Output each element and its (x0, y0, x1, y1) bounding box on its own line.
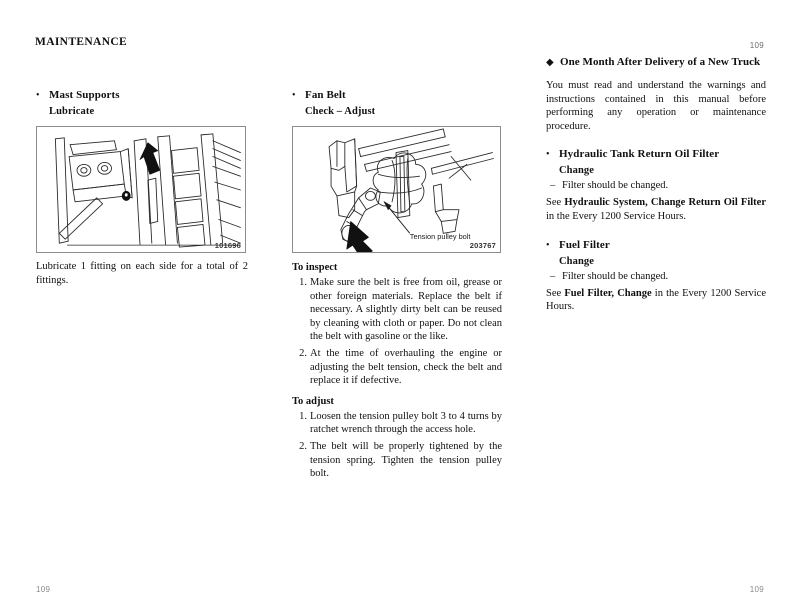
lubrication-point-arrow (140, 143, 160, 174)
mast-supports-illustration (37, 127, 245, 252)
see-prefix: See (546, 197, 565, 209)
right-column (546, 55, 766, 314)
fuel-filter-note (550, 270, 766, 284)
figure-number: 101696 (214, 241, 241, 250)
fan-belt-illustration (293, 127, 500, 252)
fuel-filter-subtitle: Change (559, 255, 595, 267)
direction-arrow (347, 221, 373, 252)
header-page-number: 109 (749, 41, 764, 50)
one-month-title: One Month After Delivery of a New Truck (560, 56, 761, 68)
to-inspect-steps (292, 276, 502, 388)
note-text: Filter should be changed. (562, 270, 669, 282)
fuel-filter-block (546, 238, 766, 314)
to-adjust-heading: To adjust (292, 395, 334, 407)
fan-belt-subtitle: Check – Adjust (305, 106, 376, 117)
to-inspect-heading: To inspect (292, 262, 338, 273)
hydraulic-tank-filter-block (546, 147, 766, 223)
hydraulic-tank-filter-subtitle: Change (559, 165, 595, 177)
hydraulic-tank-filter-reference (546, 196, 766, 223)
see-reference-bold: Hydraulic System, Change Return Oil Filter (564, 197, 766, 209)
see-reference-bold: Fuel Filter, Change (564, 287, 652, 299)
page-title: MAINTENANCE (35, 36, 128, 48)
fan-belt-heading (292, 88, 502, 103)
dash-bullet-icon: – (550, 270, 556, 282)
footer-page-number-right: 109 (749, 585, 764, 594)
bullet-icon: • (292, 90, 296, 101)
mast-supports-subtitle: Lubricate (49, 106, 95, 117)
middle-column (292, 88, 502, 484)
fuel-filter-heading (546, 238, 766, 253)
intro-paragraph: You must read and understand the warnings and instructions contained in this manual before performing any operation or maintenance procedure. (546, 80, 766, 132)
see-suffix: in the Every 1200 Service Hours. (546, 210, 686, 222)
fuel-filter-title: Fuel Filter (559, 238, 610, 251)
left-column (36, 88, 248, 287)
fuel-filter-reference (546, 287, 766, 314)
tension-pulley-bolt-label: Tension pulley bolt (409, 232, 471, 242)
fan-belt-figure (292, 126, 501, 253)
diamond-bullet-icon: ◆ (546, 57, 554, 68)
list-item: Loosen the tension pulley bolt 3 to 4 turns by ratchet wrench through the access hole. (310, 410, 502, 436)
see-prefix: See (546, 287, 565, 299)
list-item: The belt will be properly tightened by the tension spring. Tighten the tension pulley bolt. (310, 440, 502, 480)
hydraulic-tank-filter-title: Hydraulic Tank Return Oil Filter (559, 148, 720, 161)
mast-supports-caption: Lubricate 1 fitting on each side for a total of 2 fittings. (36, 261, 248, 286)
one-month-heading (546, 55, 766, 70)
list-item: At the time of overhauling the engine or adjusting the belt tension, check the belt and replace it if defective. (310, 347, 502, 387)
figure-number: 203767 (469, 241, 496, 250)
list-item: Make sure the belt is free from oil, grease or other foreign materials. Replace the belt if necessary. A slightly dirty belt can be reused by cleaning with cloth or paper. Do not clean the belt with gasoline or the like. (310, 277, 502, 343)
bullet-icon: • (546, 239, 550, 251)
note-text: Filter should be changed. (562, 180, 669, 192)
hydraulic-tank-filter-note (550, 179, 766, 193)
footer-page-number-left: 109 (36, 585, 51, 594)
mast-supports-title: Mast Supports (49, 89, 120, 101)
bullet-icon: • (36, 90, 40, 101)
dash-bullet-icon: – (550, 180, 556, 192)
mast-supports-figure (36, 126, 246, 253)
to-adjust-steps (292, 410, 502, 481)
bullet-icon: • (546, 149, 550, 161)
fan-belt-title: Fan Belt (305, 89, 346, 101)
hydraulic-tank-filter-heading (546, 147, 766, 162)
see-suffix: in the Every 1200 Service Hours. (546, 287, 766, 313)
mast-supports-heading (36, 88, 248, 103)
